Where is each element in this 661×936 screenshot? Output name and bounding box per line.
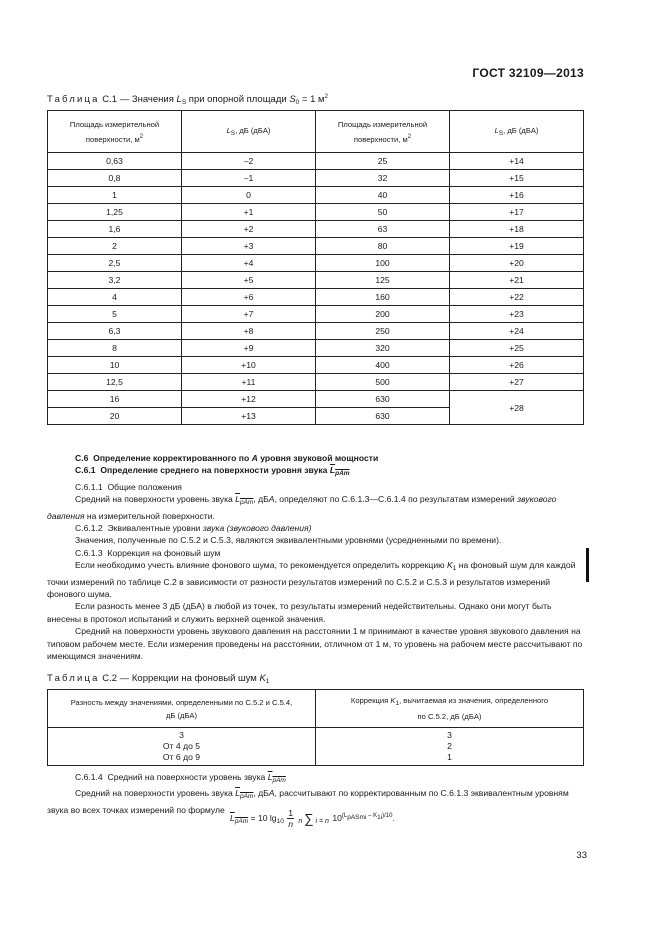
table-cell: +9 — [182, 340, 316, 357]
table-cell: +12 — [182, 391, 316, 408]
paragraph-c613-1: Если необходимо учесть влияние фонового шума, то рекомендуется определить коррекцию $K_1$ на фоновый шум для каждой точки измерений по таблице С.2 в зависимости от разности результатов измерений по С.5.2 и С.5.3 и результатов измерений фонового шума. — [47, 560, 576, 600]
table-cell: 63 — [316, 221, 450, 238]
heading-c613: С.6.1.3 Коррекция на фоновый шум — [75, 547, 221, 558]
table-cell: +10 — [182, 357, 316, 374]
table-cell: 500 — [316, 374, 450, 391]
table-cell: +20 — [450, 255, 584, 272]
table-cell: +11 — [182, 374, 316, 391]
page-number: 33 — [576, 850, 587, 861]
table-cell: 2,5 — [48, 255, 182, 272]
table-cell: +19 — [450, 238, 584, 255]
table-c1-body — [48, 153, 584, 425]
table-cell: 1 — [48, 187, 182, 204]
table-cell: 200 — [316, 306, 450, 323]
paragraph-c612: Значения, полученные по С.5.2 и С.5.3, являются эквивалентными уровнями (усредненными по времени). — [75, 535, 502, 546]
table-cell: 2 — [48, 238, 182, 255]
paragraph-c614: Средний на поверхности уровень звука $L_{pAm}$, дБA, рассчитывают по корректированным по С.6.1.3 эквивалентным уровням звука во всех точках измерений по формуле — [47, 788, 569, 815]
table-row — [48, 187, 584, 204]
table-cell: 100 — [316, 255, 450, 272]
table-cell: 10 — [48, 357, 182, 374]
table-cell: 25 — [316, 153, 450, 170]
col-header-area-2: Площадь измерительной поверхности, $м^2$ — [316, 111, 450, 153]
table-cell: 400 — [316, 357, 450, 374]
col-header-area: Площадь измерительной поверхности, $м^2$ — [48, 111, 182, 153]
table-row — [48, 391, 584, 408]
table-cell: 4 — [48, 289, 182, 306]
table-cell: –1 — [182, 170, 316, 187]
table-cell: 0 — [182, 187, 316, 204]
table-row — [48, 204, 584, 221]
table-cell: 80 — [316, 238, 450, 255]
table-cell: +21 — [450, 272, 584, 289]
table-cell: 6,3 — [48, 323, 182, 340]
table-row — [48, 272, 584, 289]
table-cell: 630 — [316, 391, 450, 408]
table-cell: +28 — [450, 391, 584, 425]
table-row — [48, 170, 584, 187]
table-cell: 160 — [316, 289, 450, 306]
table-c2 — [47, 689, 584, 766]
table-cell: +18 — [450, 221, 584, 238]
paragraph-c613-2: Если разность менее 3 дБ (дБA) в любой из точек, то результаты измерений недействительны. Однако они могут быть внесены в протокол испытаний и служить верхней оценкой значения. — [47, 601, 552, 624]
table-cell: 5 — [48, 306, 182, 323]
table-cell: +14 — [450, 153, 584, 170]
table-cell: +25 — [450, 340, 584, 357]
table-cell: 16 — [48, 391, 182, 408]
table-cell: 3,2 — [48, 272, 182, 289]
table-cell: +2 — [182, 221, 316, 238]
difference-values: 3 От 4 до 5 От 6 до 9 — [48, 728, 316, 766]
correction-values: 3 2 1 — [316, 728, 584, 766]
col-header-correction: Коррекция K1, вычитаемая из значения, определенного по С.5.2, дБ (дБA) — [316, 690, 584, 728]
table-cell: 20 — [48, 408, 182, 425]
paragraph-c611: Средний на поверхности уровень звука $L_{pAm}$, дБA, определяют по С.6.1.3—С.6.1.4 по результатам измерений звукового давления на измерительной поверхности. — [47, 494, 557, 521]
table-row — [48, 153, 584, 170]
table-c1 — [47, 110, 584, 425]
table-row — [48, 289, 584, 306]
table-row — [48, 255, 584, 272]
table-cell: 320 — [316, 340, 450, 357]
heading-c6: С.6 Определение корректированного по А уровня звуковой мощности — [75, 453, 379, 463]
table-cell: +15 — [450, 170, 584, 187]
standard-header: ГОСТ 32109—2013 — [472, 66, 584, 80]
table-cell: 250 — [316, 323, 450, 340]
table-cell: 1,25 — [48, 204, 182, 221]
table-cell: +22 — [450, 289, 584, 306]
table-cell: +16 — [450, 187, 584, 204]
heading-c611: С.6.1.1 Общие положения — [75, 481, 182, 492]
table-row — [48, 221, 584, 238]
change-bar — [586, 548, 589, 582]
heading-c612: С.6.1.2 Эквивалентные уровни звука (звукового давления) — [75, 523, 312, 534]
table-row — [48, 306, 584, 323]
table-cell: +4 — [182, 255, 316, 272]
table-cell: 630 — [316, 408, 450, 425]
heading-c614: С.6.1.4 Средний на поверхности уровень звука $L_{pAm}$ — [75, 772, 286, 784]
table-cell: 40 — [316, 187, 450, 204]
heading-c61: С.6.1 Определение среднего на поверхности уровня звука $L_{pAm}$ — [75, 465, 350, 478]
table-row — [48, 238, 584, 255]
table-cell: +1 — [182, 204, 316, 221]
table-row — [48, 323, 584, 340]
table-cell: +23 — [450, 306, 584, 323]
col-header-level: LS, дБ (дБA) — [182, 111, 316, 153]
table-cell: +6 — [182, 289, 316, 306]
section-c6-text — [47, 452, 584, 663]
formula-lpam: $L_{pAm} = 10$ $\lg_{10}$ $\frac{1}{n}$ n ∑ i = n $10^{(LpASmi - K1i)/10}$. — [230, 808, 395, 829]
table-cell: +24 — [450, 323, 584, 340]
col-header-difference: Разность между значениями, определенными по С.5.2 и С.5.4, дБ (дБA) — [48, 690, 316, 728]
table-cell: +17 — [450, 204, 584, 221]
table-cell: 8 — [48, 340, 182, 357]
table-cell: 32 — [316, 170, 450, 187]
table-cell: +3 — [182, 238, 316, 255]
table-cell: 1,6 — [48, 221, 182, 238]
table-cell: +5 — [182, 272, 316, 289]
table-cell: –2 — [182, 153, 316, 170]
table-cell: 0,8 — [48, 170, 182, 187]
table-cell: 50 — [316, 204, 450, 221]
table-cell: +7 — [182, 306, 316, 323]
table-row — [48, 374, 584, 391]
table-cell: 0,63 — [48, 153, 182, 170]
table1-caption: Таблица С.1 — Значения $L_S$ при опорной площади $S_0 = 1$ $м^2$ — [47, 94, 328, 106]
table-cell: +8 — [182, 323, 316, 340]
formula-fraction: $\frac{1}{n}$ — [288, 808, 293, 829]
sum-symbol: n ∑ i = n — [298, 810, 329, 826]
table-row — [48, 728, 584, 766]
table-cell: 125 — [316, 272, 450, 289]
table2-caption: Таблица С.2 — Коррекции на фоновый шум $K_1$ — [47, 673, 270, 685]
table-row — [48, 357, 584, 374]
table-row — [48, 340, 584, 357]
table-cell: +26 — [450, 357, 584, 374]
table-cell: +13 — [182, 408, 316, 425]
table-cell: 12,5 — [48, 374, 182, 391]
col-header-level-2: LS, дБ (дБA) — [450, 111, 584, 153]
paragraph-c613-3: Средний на поверхности уровень звукового давления на расстоянии 1 м принимают в качестве уровня звукового давления на типовом рабочем месте. Если измерения проведены на расстоянии, отличном от 1 м, то уровень на рабочем месте рассчитывают по имеющимся значениям. — [47, 626, 583, 662]
table-cell: +27 — [450, 374, 584, 391]
